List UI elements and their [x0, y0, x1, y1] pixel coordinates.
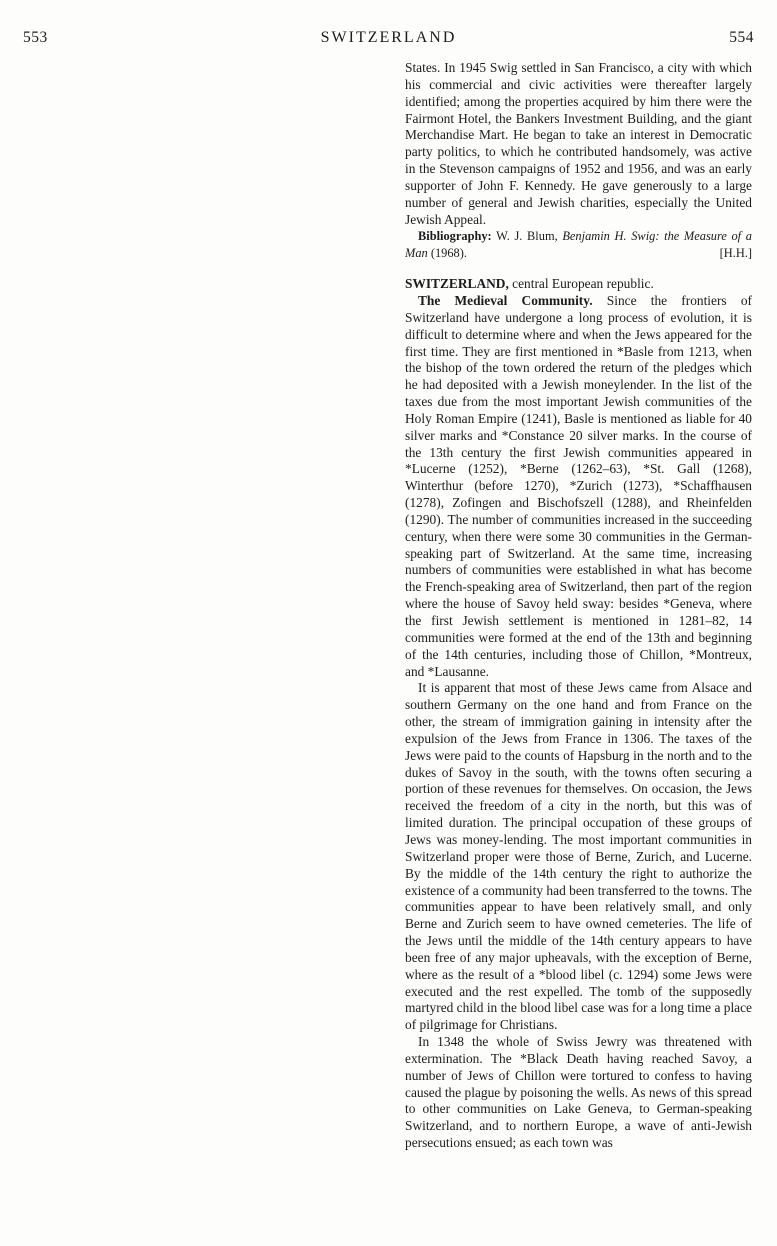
bibliography-paragraph [405, 228, 752, 262]
section-heading-medieval-community: The Medieval Community. [418, 292, 593, 308]
running-header [0, 29, 777, 49]
running-head-title: SWITZERLAND [320, 29, 457, 46]
bibliography-citation-title: Benjamin H. Swig: the Measure of a Man [405, 229, 752, 261]
bibliography-citation-year: (1968). [427, 246, 467, 261]
page-number-right: 554 [729, 29, 754, 46]
bibliography-label: Bibliography: [418, 229, 492, 244]
alsace-origins-paragraph [405, 680, 752, 1034]
text-column [405, 60, 752, 1152]
medieval-community-paragraph [405, 293, 752, 680]
alsace-origins-text: It is apparent that most of these Jews came from Alsace and southern Germany on the one hand and from France on the other, the stream of immigration gaining in intensity after the expulsion of the Jews from France in 1306. The taxes of the Jews were paid to the counts of Hapsburg in the north and to the dukes of Savoy in the south, with the towns often securing a portion of these revenues for themselves. On occasion, the Jews received the freedom of a city in the north, but this was of limited duration. The principal occupation of these groups of Jews was money-lending. The most important communities in Switzerland proper were those of Berne, Zurich, and Lucerne. By the middle of the 14th century the right to authorize the existence of a community had been transferred to the towns. The communities appear to have been relatively small, and only Berne and Zurich seem to have owned cemeteries. The life of the Jews until the middle of the 14th century appears to have been free of any major upheavals, with the exception of Berne, where as the result of a *blood libel (c. 1294) some Jews were executed and the rest expelled. The tomb of the supposedly martyred child in the blood libel case was for a long time a place of pilgrimage for Christians. [405, 680, 752, 1033]
swig-continuation-text: States. In 1945 Swig settled in San Francisco, a city with which his commercial and civic activities were thereafter largely identified; among the properties acquired by him there were the Fairmont Hotel, the Bankers Investment Building, and the giant Merchandise Mart. He began to take an interest in Democratic party politics, to which he contributed handsomely, was active in the Stevenson campaigns of 1952 and 1956, and was an early supporter of John F. Kennedy. He gave generously to a large number of general and Jewish charities, especially the United Jewish Appeal. [405, 60, 752, 227]
page-number-left: 553 [23, 29, 48, 46]
black-death-paragraph [405, 1034, 752, 1152]
bibliography-citation-author: W. J. Blum, [491, 229, 563, 244]
author-signature: [H.H.] [719, 246, 752, 261]
medieval-community-text: Since the frontiers of Switzerland have undergone a long process of evolution, it is difficult to determine where and when the Jews appeared for the first time. They are first mentioned in *Basle from 1213, when the bishop of the town ordered the return of the pledges which he had deposited with a Jewish moneylender. In the list of the taxes due from the most important Jewish communities of the Holy Roman Empire (1241), Basle is mentioned as liable for 40 silver marks and *Constance 20 silver marks. In the course of the 13th century the first Jewish communities appeared in *Lucerne (1252), *Berne (1262–63), *St. Gall (1268), Winterthur (before 1270), *Zurich (1273), *Schaffhausen (1278), Zofingen and Bischofszell (1288), and Rheinfelden (1290). The number of communities increased in the succeeding century, when there were some 30 communities in the German-speaking part of Switzerland. At the same time, increasing numbers of communities were established in what has become the French-speaking area of Switzerland, then part of the region where the house of Savoy held sway: besides *Geneva, where the first Jewish settlement is mentioned in 1281–82, 14 communities were formed at the end of the 13th and beginning of the 14th centuries, including those of Chillon, *Montreux, and *Lausanne. [405, 292, 752, 679]
entry-headword: SWITZERLAND, [405, 276, 509, 292]
entry-definition: central European republic. [508, 276, 654, 292]
black-death-text: In 1348 the whole of Swiss Jewry was threatened with extermination. The *Black Death having reached Savoy, a number of Jews of Chillon were tortured to confess to having caused the plague by poisoning the wells. As news of this spread to other communities on Lake Geneva, to German-speaking Switzerland, and to northern Europe, a wave of anti-Jewish persecutions ensued; as each town was [405, 1034, 752, 1151]
entry-headword-line [405, 276, 752, 293]
swig-continuation-paragraph [405, 60, 752, 228]
